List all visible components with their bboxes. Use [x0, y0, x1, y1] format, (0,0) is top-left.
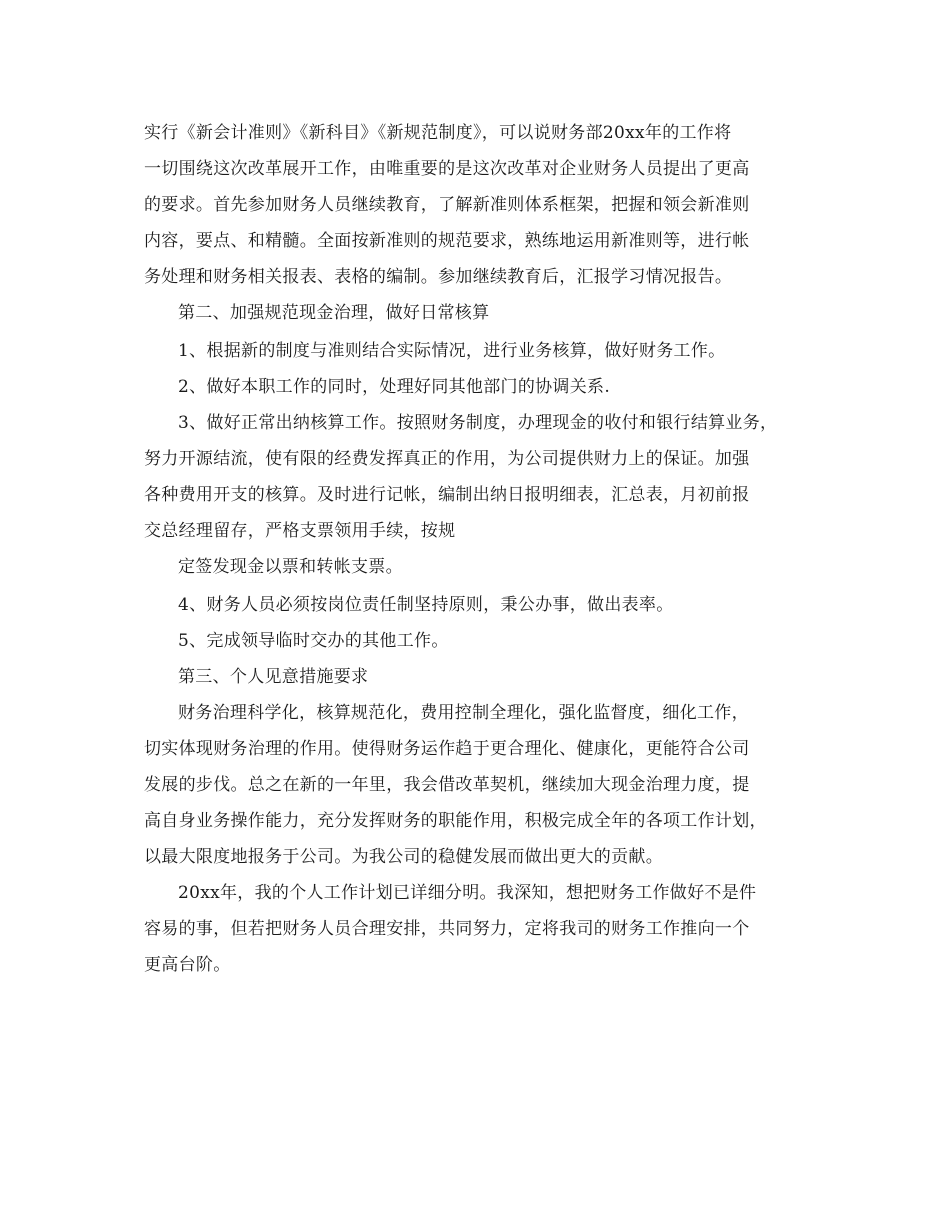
body-text-line: 更高台阶。	[144, 955, 231, 975]
body-text-line: 财务治理科学化，核算规范化，费用控制全理化，强化监督度，细化工作，	[178, 703, 749, 723]
body-text-line: 一切围绕这次改革展开工作，由唯重要的是这次改革对企业财务人员提出了更高	[144, 159, 750, 179]
section-heading: 第二、加强规范现金治理，做好日常核算	[178, 303, 490, 323]
body-text-line: 务处理和财务相关报表、表格的编制。参加继续教育后，汇报学习情况报告。	[144, 267, 733, 287]
body-text-line: 发展的步伐。总之在新的一年里，我会借改革契机，继续加大现金治理力度，提	[144, 775, 750, 795]
section-heading: 第三、个人见意措施要求	[178, 667, 369, 687]
body-text-line: 20xx年，我的个人工作计划已详细分明。我深知，想把财务工作做好不是件	[178, 883, 757, 903]
list-item: 1、根据新的制度与准则结合实际情况，进行业务核算，做好财务工作。	[178, 341, 726, 361]
list-item: 3、做好正常出纳核算工作。按照财务制度，办理现金的收付和银行结算业务，	[178, 413, 778, 433]
body-text-line: 的要求。首先参加财务人员继续教育，了解新准则体系框架，把握和领会新准则	[144, 195, 750, 215]
body-text-line: 内容，要点、和精髓。全面按新准则的规范要求，熟练地运用新准则等，进行帐	[144, 231, 750, 251]
body-text-line: 容易的事，但若把财务人员合理安排，共同努力，定将我司的财务工作推向一个	[144, 919, 750, 939]
body-text-line: 交总经理留存，严格支票领用手续，按规	[144, 521, 456, 541]
list-item: 2、做好本职工作的同时，处理好同其他部门的协调关系.	[178, 377, 611, 397]
body-text-line: 各种费用开支的核算。及时进行记帐，编制出纳日报明细表，汇总表，月初前报	[144, 485, 750, 505]
list-item: 4、财务人员必须按岗位责任制坚持原则，秉公办事，做出表率。	[178, 595, 674, 615]
body-text-line: 以最大限度地报务于公司。为我公司的稳健发展而做出更大的贡献。	[144, 847, 663, 867]
body-text-line: 切实体现财务治理的作用。使得财务运作趋于更合理化、健康化，更能符合公司	[144, 739, 750, 759]
body-text-line: 定签发现金以票和转帐支票。	[178, 557, 403, 577]
body-text-line: 实行《新会计准则》《新科目》《新规范制度》，可以说财务部20xx年的工作将	[144, 123, 732, 143]
list-item: 5、完成领导临时交办的其他工作。	[178, 631, 449, 651]
body-text-line: 高自身业务操作能力，充分发挥财务的职能作用，积极完成全年的各项工作计划，	[144, 811, 767, 831]
body-text-line: 努力开源结流，使有限的经费发挥真正的作用，为公司提供财力上的保证。加强	[144, 449, 750, 469]
